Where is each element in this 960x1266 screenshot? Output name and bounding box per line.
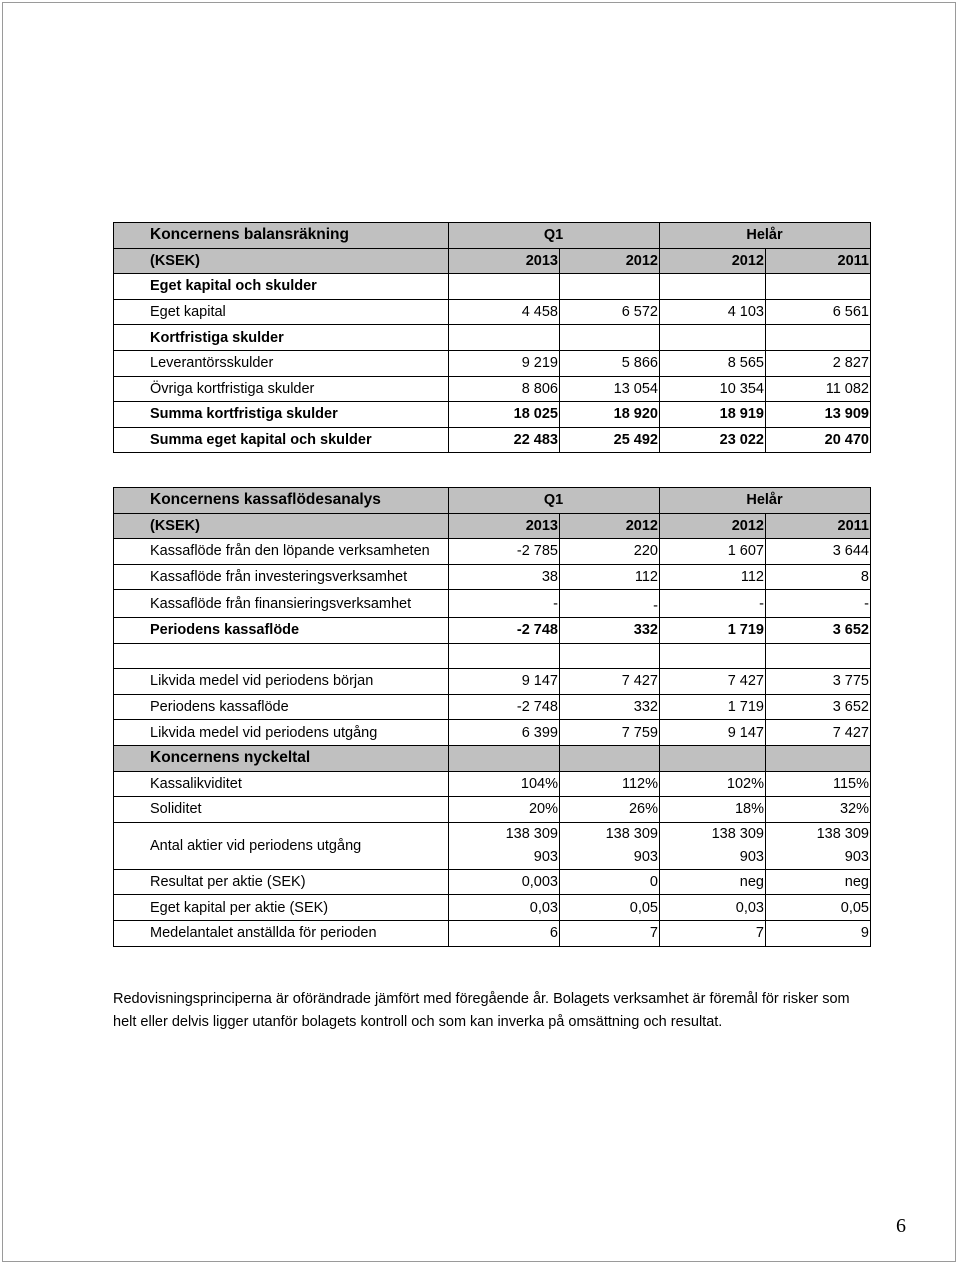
value-cell: 7 427 [660, 669, 766, 695]
total-row [114, 427, 871, 453]
value-cell: 9 [766, 920, 871, 946]
value-cell: 3 652 [766, 617, 871, 643]
row-label: Kortfristiga skulder [114, 325, 449, 351]
table-row [114, 720, 871, 746]
value-cell: 4 458 [449, 299, 560, 325]
value-cell: 332 [560, 617, 660, 643]
value-cell: - [449, 590, 560, 618]
q1-label: Q1 [449, 223, 660, 249]
table-row [114, 771, 871, 797]
value-cell: 115% [766, 771, 871, 797]
table-row [114, 376, 871, 402]
row-label: Periodens kassaflöde [114, 694, 449, 720]
q1-label: Q1 [449, 488, 660, 514]
value-cell: 1 607 [660, 539, 766, 565]
value-cell: - [560, 590, 660, 618]
shares-line: 138 309 [711, 825, 764, 842]
row-label: Antal aktier vid periodens utgång [114, 822, 449, 869]
year-cell: 2012 [560, 248, 660, 274]
value-cell: 18 919 [660, 402, 766, 428]
table-row [114, 869, 871, 895]
value-cell: 6 561 [766, 299, 871, 325]
value-cell: 5 866 [560, 350, 660, 376]
row-label: Summa kortfristiga skulder [114, 402, 449, 428]
fy-label: Helår [660, 223, 871, 249]
fy-label: Helår [660, 488, 871, 514]
value-cell: 8 806 [449, 376, 560, 402]
row-label: Summa eget kapital och skulder [114, 427, 449, 453]
unit-label: (KSEK) [114, 513, 449, 539]
value-cell: 26% [560, 797, 660, 823]
unit-label: (KSEK) [114, 248, 449, 274]
balance-sheet-table [113, 222, 871, 453]
shares-line: 138 309 [505, 825, 558, 842]
value-cell: 23 022 [660, 427, 766, 453]
value-cell: 8 [766, 564, 871, 590]
value-cell [660, 822, 766, 869]
row-label: Periodens kassaflöde [114, 617, 449, 643]
value-cell: 0,03 [449, 895, 560, 921]
value-cell: -2 785 [449, 539, 560, 565]
value-cell: 18 920 [560, 402, 660, 428]
value-cell: 9 147 [449, 669, 560, 695]
table-row [114, 590, 871, 618]
section-label: Eget kapital och skulder [114, 274, 449, 300]
value-cell: - [660, 590, 766, 618]
balance-title: Koncernens balansräkning [114, 223, 449, 249]
page-number: 6 [896, 1215, 906, 1237]
value-cell: 6 [449, 920, 560, 946]
table-row [114, 895, 871, 921]
value-cell: 7 [660, 920, 766, 946]
value-cell: 3 775 [766, 669, 871, 695]
row-label: Likvida medel vid periodens början [114, 669, 449, 695]
row-label: Eget kapital [114, 299, 449, 325]
cashflow-title: Koncernens kassaflödesanalys [114, 488, 449, 514]
shares-line: 903 [844, 848, 869, 865]
value-cell: 7 [560, 920, 660, 946]
shares-line: 903 [633, 848, 658, 865]
shares-line: 138 309 [605, 825, 658, 842]
value-cell: 13 054 [560, 376, 660, 402]
value-cell: 32% [766, 797, 871, 823]
table-row [114, 822, 871, 869]
row-label: Kassaflöde från investeringsverksamhet [114, 564, 449, 590]
row-label: Medelantalet anställda för perioden [114, 920, 449, 946]
value-cell: 18% [660, 797, 766, 823]
value-cell: 25 492 [560, 427, 660, 453]
value-cell: 2 827 [766, 350, 871, 376]
value-cell: 0 [560, 869, 660, 895]
row-label: Kassalikviditet [114, 771, 449, 797]
keyfigures-header-row [114, 745, 871, 771]
value-cell: 10 354 [660, 376, 766, 402]
year-cell: 2012 [560, 513, 660, 539]
value-cell: 0,03 [660, 895, 766, 921]
value-cell: 9 219 [449, 350, 560, 376]
value-cell: 9 147 [660, 720, 766, 746]
shares-line: 903 [533, 848, 558, 865]
value-cell: 112% [560, 771, 660, 797]
section-row [114, 274, 871, 300]
spacer-row [114, 643, 871, 669]
year-cell: 2011 [766, 248, 871, 274]
cashflow-years-row [114, 513, 871, 539]
value-cell: 38 [449, 564, 560, 590]
value-cell: 20% [449, 797, 560, 823]
row-label: Övriga kortfristiga skulder [114, 376, 449, 402]
balance-header-row [114, 223, 871, 249]
value-cell: 220 [560, 539, 660, 565]
table-row [114, 402, 871, 428]
value-cell: 1 719 [660, 617, 766, 643]
value-cell: 6 572 [560, 299, 660, 325]
year-cell: 2013 [449, 513, 560, 539]
value-cell: 3 652 [766, 694, 871, 720]
table-row [114, 564, 871, 590]
cashflow-table [113, 487, 871, 947]
table-row [114, 539, 871, 565]
value-cell: 20 470 [766, 427, 871, 453]
table-row [114, 299, 871, 325]
row-label: Soliditet [114, 797, 449, 823]
value-cell: -2 748 [449, 617, 560, 643]
value-cell: 7 427 [560, 669, 660, 695]
table-row [114, 350, 871, 376]
value-cell: 7 759 [560, 720, 660, 746]
value-cell: 0,003 [449, 869, 560, 895]
value-cell: 1 719 [660, 694, 766, 720]
row-label: Kassaflöde från finansieringsverksamhet [114, 590, 449, 618]
row-label: Eget kapital per aktie (SEK) [114, 895, 449, 921]
value-cell: 332 [560, 694, 660, 720]
table-row [114, 694, 871, 720]
shares-line: 903 [739, 848, 764, 865]
year-cell: 2011 [766, 513, 871, 539]
value-cell: 22 483 [449, 427, 560, 453]
value-cell: 102% [660, 771, 766, 797]
value-cell: 4 103 [660, 299, 766, 325]
total-row [114, 617, 871, 643]
value-cell: 0,05 [560, 895, 660, 921]
value-cell [560, 822, 660, 869]
value-cell: 104% [449, 771, 560, 797]
value-cell: 112 [660, 564, 766, 590]
cashflow-header-row [114, 488, 871, 514]
table-row [114, 920, 871, 946]
value-cell [766, 822, 871, 869]
value-cell: 18 025 [449, 402, 560, 428]
value-cell: 8 565 [660, 350, 766, 376]
value-cell: neg [766, 869, 871, 895]
row-label: Resultat per aktie (SEK) [114, 869, 449, 895]
value-cell: 6 399 [449, 720, 560, 746]
value-cell: neg [660, 869, 766, 895]
year-cell: 2013 [449, 248, 560, 274]
year-cell: 2012 [660, 248, 766, 274]
balance-years-row [114, 248, 871, 274]
value-cell: 0,05 [766, 895, 871, 921]
value-cell: 3 644 [766, 539, 871, 565]
row-label: Likvida medel vid periodens utgång [114, 720, 449, 746]
row-label: Kassaflöde från den löpande verksamheten [114, 539, 449, 565]
accounting-note: Redovisningsprinciperna är oförändrade jämfört med föregående år. Bolagets verksamhet är föremål för risker som helt eller delvis ligger utanför bolagets kontroll och som kan inverka på omsättning och resultat. [113, 991, 850, 1030]
value-cell: 112 [560, 564, 660, 590]
value-cell: 13 909 [766, 402, 871, 428]
table-row [114, 797, 871, 823]
value-cell [449, 822, 560, 869]
year-cell: 2012 [660, 513, 766, 539]
row-label: Leverantörsskulder [114, 350, 449, 376]
value-cell: 11 082 [766, 376, 871, 402]
value-cell: - [766, 590, 871, 618]
value-cell: 7 427 [766, 720, 871, 746]
section-row [114, 325, 871, 351]
table-row [114, 669, 871, 695]
shares-line: 138 309 [816, 825, 869, 842]
value-cell: -2 748 [449, 694, 560, 720]
keyfigures-title: Koncernens nyckeltal [114, 745, 449, 771]
